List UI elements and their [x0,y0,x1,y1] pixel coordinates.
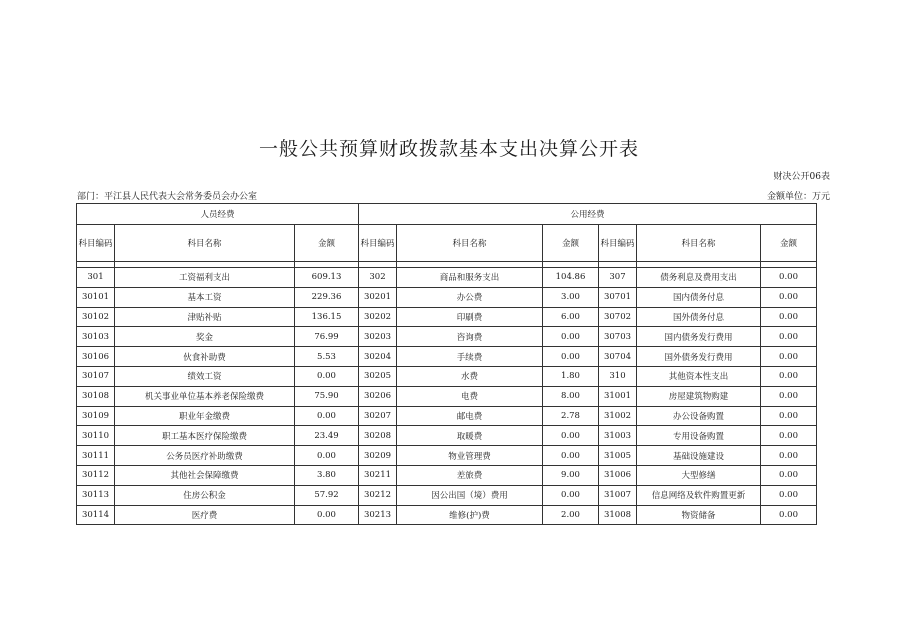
amount-cell: 23.49 [295,426,359,446]
table-row [77,327,817,347]
amount-cell: 9.00 [543,465,599,485]
amount-cell: 57.92 [295,485,359,505]
code-cell: 310 [599,366,637,386]
code-cell: 30209 [359,446,397,466]
code-cell: 30101 [77,287,115,307]
name-cell: 绩效工资 [115,366,295,386]
name-cell: 因公出国（境）费用 [397,485,543,505]
code-cell: 302 [359,268,397,288]
table-row [77,505,817,525]
name-cell: 公务员医疗补助缴费 [115,446,295,466]
amount-cell: 0.00 [295,366,359,386]
page-title: 一般公共预算财政拨款基本支出决算公开表 [258,138,639,160]
name-cell: 其他社会保障缴费 [115,465,295,485]
amount-cell: 0.00 [543,347,599,367]
code-cell: 30107 [77,366,115,386]
name-cell: 邮电费 [397,406,543,426]
header-amount-3: 金额 [761,225,817,262]
code-cell: 307 [599,268,637,288]
name-cell: 办公设备购置 [637,406,761,426]
name-cell: 专用设备购置 [637,426,761,446]
table-row [77,446,817,466]
name-cell: 印刷费 [397,307,543,327]
name-cell: 机关事业单位基本养老保险缴费 [115,386,295,406]
amount-cell: 0.00 [761,366,817,386]
code-cell: 30114 [77,505,115,525]
amount-cell: 5.53 [295,347,359,367]
amount-cell: 0.00 [761,327,817,347]
code-cell: 30109 [77,406,115,426]
name-cell: 国外债务发行费用 [637,347,761,367]
name-cell: 基础设施建设 [637,446,761,466]
code-cell: 31006 [599,465,637,485]
name-cell: 国内债务发行费用 [637,327,761,347]
code-cell: 31005 [599,446,637,466]
amount-cell: 0.00 [543,485,599,505]
amount-cell: 75.90 [295,386,359,406]
code-cell: 30111 [77,446,115,466]
name-cell: 住房公积金 [115,485,295,505]
amount-cell: 0.00 [761,347,817,367]
department-label: 部门：平江县人民代表大会常务委员会办公室 [77,192,258,202]
header-amount: 金额 [295,225,359,262]
code-cell: 31001 [599,386,637,406]
table-row [77,347,817,367]
table-row [77,386,817,406]
code-cell: 30110 [77,426,115,446]
amount-cell: 0.00 [543,446,599,466]
table-row [77,268,817,288]
table-row [77,307,817,327]
code-cell: 30701 [599,287,637,307]
amount-cell: 0.00 [761,426,817,446]
name-cell: 伙食补助费 [115,347,295,367]
amount-cell: 0.00 [295,446,359,466]
name-cell: 手续费 [397,347,543,367]
name-cell: 信息网络及软件购置更新 [637,485,761,505]
code-cell: 30704 [599,347,637,367]
code-cell: 30703 [599,327,637,347]
amount-cell: 1.80 [543,366,599,386]
amount-cell: 2.00 [543,505,599,525]
amount-cell: 0.00 [295,406,359,426]
amount-cell: 0.00 [543,327,599,347]
amount-cell: 0.00 [761,307,817,327]
header-name: 科目名称 [115,225,295,262]
name-cell: 医疗费 [115,505,295,525]
name-cell: 基本工资 [115,287,295,307]
code-cell: 30201 [359,287,397,307]
name-cell: 国外债务付息 [637,307,761,327]
amount-cell: 76.99 [295,327,359,347]
code-cell: 30113 [77,485,115,505]
amount-cell: 229.36 [295,287,359,307]
table-row [77,426,817,446]
unit-label: 金额单位：万元 [766,192,830,202]
name-cell: 大型修缮 [637,465,761,485]
table-row [77,485,817,505]
header-code: 科目编码 [77,225,115,262]
header-name-3: 科目名称 [637,225,761,262]
amount-cell: 2.78 [543,406,599,426]
table-row [77,366,817,386]
table-row [77,465,817,485]
code-cell: 30213 [359,505,397,525]
amount-cell: 0.00 [295,505,359,525]
code-cell: 30207 [359,406,397,426]
code-cell: 30203 [359,327,397,347]
amount-cell: 0.00 [543,426,599,446]
table-row [77,406,817,426]
name-cell: 国内债务付息 [637,287,761,307]
amount-cell: 0.00 [761,505,817,525]
code-cell: 31003 [599,426,637,446]
name-cell: 电费 [397,386,543,406]
amount-cell: 0.00 [761,485,817,505]
amount-cell: 8.00 [543,386,599,406]
header-name-2: 科目名称 [397,225,543,262]
name-cell: 商品和服务支出 [397,268,543,288]
table-row [77,287,817,307]
amount-cell: 0.00 [761,386,817,406]
code-cell: 30205 [359,366,397,386]
amount-cell: 0.00 [761,287,817,307]
code-cell: 30108 [77,386,115,406]
amount-cell: 3.00 [543,287,599,307]
name-cell: 债务利息及费用支出 [637,268,761,288]
header-code-3: 科目编码 [599,225,637,262]
code-cell: 30106 [77,347,115,367]
code-cell: 31008 [599,505,637,525]
amount-cell: 0.00 [761,268,817,288]
amount-cell: 0.00 [761,465,817,485]
name-cell: 维修(护)费 [397,505,543,525]
form-number: 财决公开06表 [773,172,830,182]
name-cell: 职业年金缴费 [115,406,295,426]
amount-cell: 6.00 [543,307,599,327]
table-body [77,262,817,525]
code-cell: 30212 [359,485,397,505]
code-cell: 31007 [599,485,637,505]
amount-cell: 0.00 [761,446,817,466]
code-cell: 30206 [359,386,397,406]
code-cell: 30211 [359,465,397,485]
header-amount-2: 金额 [543,225,599,262]
code-cell: 30702 [599,307,637,327]
name-cell: 津贴补贴 [115,307,295,327]
code-cell: 30112 [77,465,115,485]
personnel-group-header: 人员经费 [77,204,359,225]
header-code-2: 科目编码 [359,225,397,262]
code-cell: 31002 [599,406,637,426]
expenditure-table [76,203,817,525]
name-cell: 咨询费 [397,327,543,347]
amount-cell: 3.80 [295,465,359,485]
name-cell: 房屋建筑物购建 [637,386,761,406]
name-cell: 取暖费 [397,426,543,446]
code-cell: 301 [77,268,115,288]
code-cell: 30102 [77,307,115,327]
amount-cell: 136.15 [295,307,359,327]
code-cell: 30204 [359,347,397,367]
amount-cell: 609.13 [295,268,359,288]
public-group-header: 公用经费 [359,204,817,225]
name-cell: 职工基本医疗保险缴费 [115,426,295,446]
code-cell: 30202 [359,307,397,327]
name-cell: 其他资本性支出 [637,366,761,386]
name-cell: 物资储备 [637,505,761,525]
amount-cell: 104.86 [543,268,599,288]
name-cell: 水费 [397,366,543,386]
name-cell: 工资福利支出 [115,268,295,288]
amount-cell: 0.00 [761,406,817,426]
code-cell: 30208 [359,426,397,446]
name-cell: 办公费 [397,287,543,307]
name-cell: 差旅费 [397,465,543,485]
name-cell: 物业管理费 [397,446,543,466]
name-cell: 奖金 [115,327,295,347]
code-cell: 30103 [77,327,115,347]
